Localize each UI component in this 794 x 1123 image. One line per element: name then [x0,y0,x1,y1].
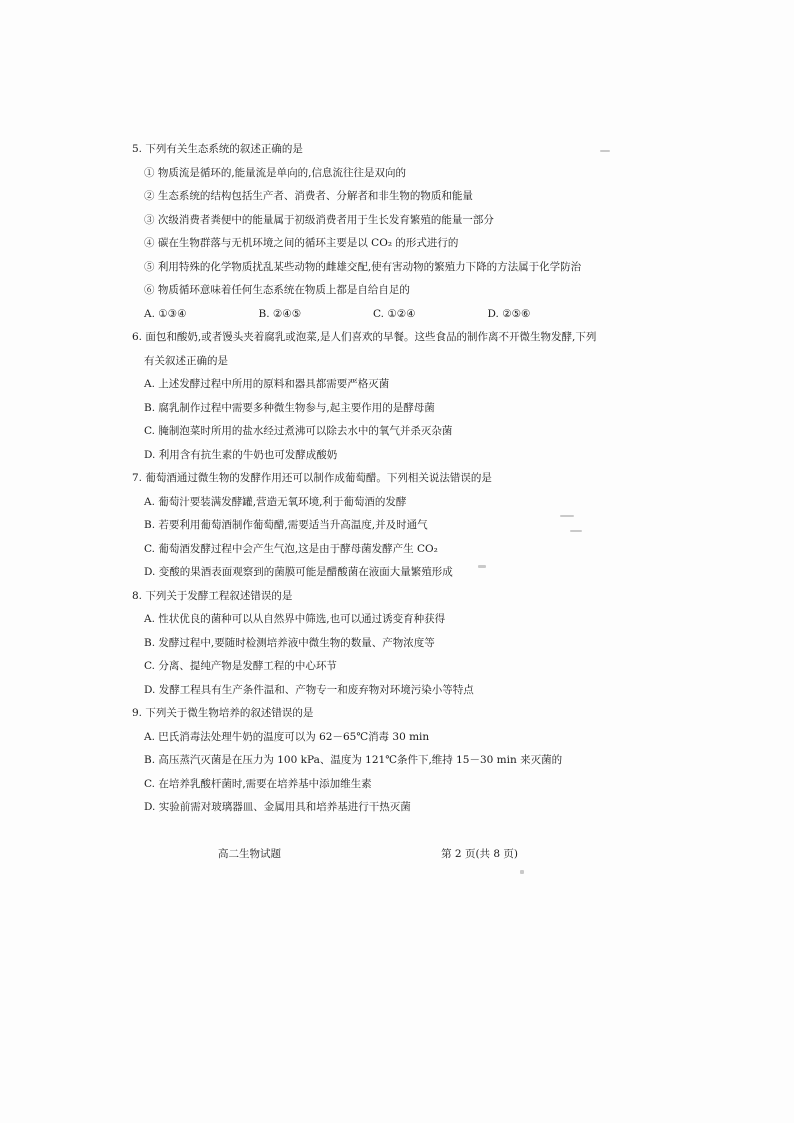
scan-speck [478,565,486,568]
question-7-stem: 7. 葡萄酒通过微生物的发酵作用还可以制作成葡萄醋。下列相关说法错误的是 [132,472,492,484]
question-5-choice-d: D. ②⑤⑥ [487,307,531,320]
question-9-option-c: C. 在培养乳酸杆菌时,需要在培养基中添加维生素 [144,777,372,790]
question-5-item-2: ② 生态系统的结构包括生产者、消费者、分解者和非生物的物质和能量 [144,190,473,202]
footer-subject: 高二生物试题 [218,848,281,860]
question-7-option-d: D. 变酸的果酒表面观察到的菌膜可能是醋酸菌在液面大量繁殖形成 [144,566,453,578]
page-footer [218,846,518,861]
question-6-stem: 6. 面包和酸奶,或者馒头夹着腐乳或泡菜,是人们喜欢的早餐。这些食品的制作离不开微生物发酵,下列有关叙述正确的是 [132,331,597,367]
question-9-option-d: D. 实验前需对玻璃器皿、金属用具和培养基进行干热灭菌 [144,801,411,813]
question-5-item-3: ③ 次级消费者粪便中的能量属于初级消费者用于生长发育繁殖的能量一部分 [144,213,494,226]
question-7 [132,467,602,585]
question-8 [132,585,602,703]
question-5-item-4: ④ 碳在生物群落与无机环境之间的循环主要是以 CO₂ 的形式进行的 [144,237,459,249]
question-5-item-1: ① 物质流是循环的,能量流是单向的,信息流往往是双向的 [144,166,407,179]
scan-speck [600,150,610,152]
question-5-choice-b: B. ②④⑤ [258,307,302,320]
question-7-option-b: B. 若要利用葡萄酒制作葡萄醋,需要适当升高温度,并及时通气 [144,519,428,531]
question-5-choices [132,303,602,327]
question-8-stem: 8. 下列关于发酵工程叙述错误的是 [132,589,293,602]
question-5-choice-c: C. ①②④ [373,307,416,320]
question-7-option-a: A. 葡萄汁要装满发酵罐,营造无氧环境,利于葡萄酒的发酵 [144,495,407,508]
question-9-option-b: B. 高压蒸汽灭菌是在压力为 100 kPa、温度为 121℃条件下,维持 15－30 min 来灭菌的 [144,754,563,766]
question-8-option-a: A. 性状优良的菌种可以从自然界中筛选,也可以通过诱变育种获得 [144,613,446,625]
question-5 [132,138,602,326]
question-6 [132,326,602,467]
scan-speck [560,515,574,517]
question-9-stem: 9. 下列关于微生物培养的叙述错误的是 [132,707,314,719]
scan-speck [520,870,524,874]
question-8-option-c: C. 分离、提纯产物是发酵工程的中心环节 [144,660,337,672]
question-9-option-a: A. 巴氏消毒法处理牛奶的温度可以为 62－65℃消毒 30 min [144,730,430,743]
question-6-option-d: D. 利用含有抗生素的牛奶也可发酵成酸奶 [144,448,338,461]
question-7-option-c: C. 葡萄酒发酵过程中会产生气泡,这是由于酵母菌发酵产生 CO₂ [144,542,438,555]
question-5-stem: 5. 下列有关生态系统的叙述正确的是 [132,143,303,155]
question-6-option-a: A. 上述发酵过程中所用的原料和器具都需要严格灭菌 [144,378,390,390]
question-8-option-d: D. 发酵工程具有生产条件温和、产物专一和废弃物对环境污染小等特点 [144,683,474,696]
question-5-item-6: ⑥ 物质循环意味着任何生态系统在物质上都是自给自足的 [144,284,410,296]
scan-speck [570,530,582,532]
question-5-item-5: ⑤ 利用特殊的化学物质扰乱某些动物的雌雄交配,使有害动物的繁殖力下降的方法属于化学防治 [144,260,582,273]
question-6-option-b: B. 腐乳制作过程中需要多种微生物参与,起主要作用的是酵母菌 [144,401,435,414]
question-5-choice-a: A. ①③④ [144,307,187,320]
question-6-option-c: C. 腌制泡菜时所用的盐水经过煮沸可以除去水中的氧气并杀灭杂菌 [144,425,453,437]
question-8-option-b: B. 发酵过程中,要随时检测培养液中微生物的数量、产物浓度等 [144,636,435,649]
footer-page-number: 第 2 页(共 8 页) [441,848,518,860]
question-list [132,138,602,820]
question-9 [132,702,602,820]
